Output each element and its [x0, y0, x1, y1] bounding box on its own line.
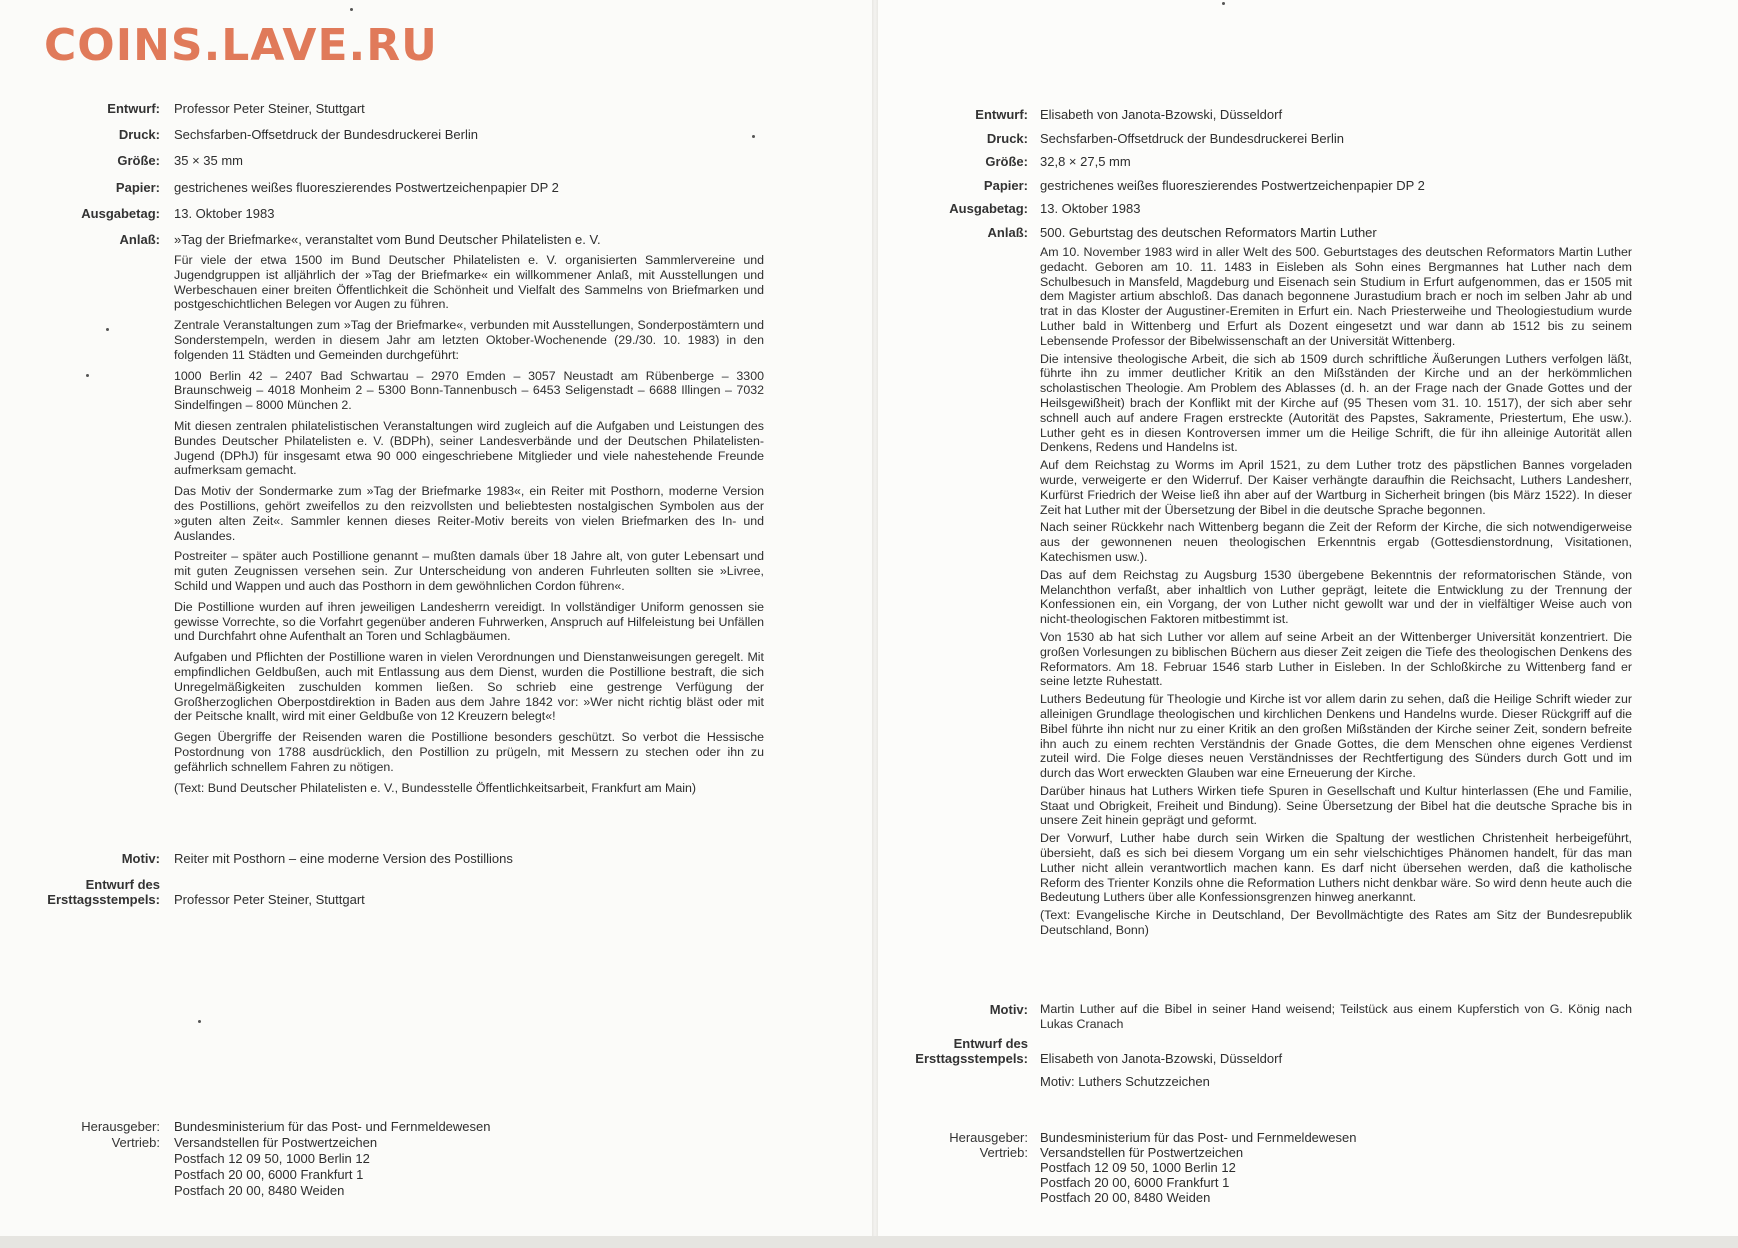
- left-body: [0, 253, 764, 801]
- left-druck-value: Sechsfarben-Offsetdruck der Bundesdruckerei Berlin: [174, 127, 478, 142]
- right-publisher-block: [878, 1130, 1632, 1205]
- right-entwurf-label: Entwurf:: [975, 107, 1028, 122]
- right-papier-label: Papier:: [983, 178, 1028, 193]
- right-druck-label: Druck:: [986, 131, 1028, 146]
- left-entwurf-row: [0, 101, 764, 127]
- right-paragraph: Die intensive theologische Arbeit, die sich ab 1509 durch schriftliche Äußerungen Luthers verfolgen läßt, führte ihn zu immer deutlicher Kritik an den Mißständen der Kirche und an der herkömmlichen scholastischen Theologie. Am Problem des Ablasses (d. h. an der Frage nach der Gnade Gottes und der Heilsgewißheit) brach der Konflikt mit der Kirche auf (95 Thesen vom 31. 10. 1517), der sich aber sehr schnell auch auf andere Fragen erstreckte (Autorität des Papstes, Sakramente, Priestertum, Ehe usw.). Luther geht es in diesen Kontroversen immer um die Heilige Schrift, die für ihn alleinige Autorität allen Denkens, Redens und Handelns ist.: [1040, 351, 1632, 455]
- right-anlass-row: [878, 225, 1632, 242]
- left-papier-row: [0, 180, 764, 206]
- right-vertrieb-line: Versandstellen für Postwertzeichen: [1040, 1145, 1244, 1160]
- right-anlass-label: Anlaß:: [987, 225, 1028, 240]
- right-paragraph: (Text: Evangelische Kirche in Deutschland, Der Bevollmächtigte des Rates am Sitz der Bundesrepublik Deutschland, Bonn): [1040, 908, 1632, 938]
- right-header-fields: [878, 107, 1632, 242]
- right-vertrieb-row: [878, 1145, 1632, 1205]
- left-ausgabetag-row: [0, 206, 764, 232]
- left-publisher-block: [0, 1119, 764, 1199]
- left-stempel-label-line2: Ersttagsstempels:: [47, 892, 160, 907]
- left-anlass-label: Anlaß:: [119, 232, 160, 247]
- right-stempel-label-line1: Entwurf des: [953, 1036, 1028, 1051]
- right-stempel-row: [878, 1036, 1632, 1066]
- page-bottom-edge: [0, 1236, 1738, 1248]
- left-motiv-block: [0, 851, 764, 909]
- right-stempel-motiv-row: [878, 1074, 1632, 1089]
- left-vertrieb-line: Postfach 20 00, 6000 Frankfurt 1: [174, 1167, 364, 1182]
- right-vertrieb-label: Vertrieb:: [979, 1145, 1028, 1160]
- left-motiv-label: Motiv:: [121, 851, 160, 866]
- left-paragraph: Zentrale Veranstaltungen zum »Tag der Briefmarke«, verbunden mit Ausstellungen, Sonderpostämtern und Sonderstempeln, werden in diesem Jahr am letzten Oktober-Wochenende (29./30. 10. 1983) in den folgenden 11 Städten und Gemeinden durchgeführt:: [174, 318, 764, 362]
- right-groesse-value: 32,8 × 27,5 mm: [1040, 154, 1131, 169]
- left-druck-label: Druck:: [118, 127, 160, 142]
- right-groesse-row: [878, 154, 1632, 178]
- scan-speck: [86, 374, 89, 377]
- left-entwurf-value: Professor Peter Steiner, Stuttgart: [174, 101, 365, 116]
- right-ausgabetag-value: 13. Oktober 1983: [1040, 201, 1141, 216]
- right-body: [878, 245, 1632, 941]
- right-paragraph: Das auf dem Reichstag zu Augsburg 1530 übergebene Bekenntnis der reformatorischen Stände, von Melanchthon verfaßt, aber inhaltlich von Luther geprägt, leitete die Entwicklung zu der Trennung der Konfessionen ein, ein Vorgang, der von Luther nicht gewollt war und der in vielfältiger Weise auch von nicht-theologischen Faktoren mitbestimmt ist.: [1040, 567, 1632, 627]
- left-groesse-row: [0, 153, 764, 180]
- left-anlass-row: [0, 232, 764, 252]
- right-paragraph: Am 10. November 1983 wird in aller Welt des 500. Geburtstages des deutschen Reformators Martin Luther gedacht. Geboren am 10. 11. 1483 in Eisleben als Sohn eines Bergmannes hat Luther nach dem Schulbesuch in Mansfeld, Magdeburg und Eisenach sein Studium in Erfurt aufgenommen, das er 1505 mit dem Magister artium abschloß. Das danach begonnene Jurastudium brach er noch im selben Jahr ab und trat in das Kloster der Augustiner-Eremiten in Erfurt ein. Nach Priesterweihe und Theologiestudium wurde Luther bald in Wittenberg und Erfurt als Dozent eingesetzt und war dann ab 1512 bis zu seinem Lebensende Professor der Bibelwissenschaft an der Universität Wittenberg.: [1040, 245, 1632, 348]
- scan-speck: [350, 8, 353, 11]
- right-motiv-block: [878, 1002, 1632, 1089]
- scan-speck: [198, 1020, 201, 1023]
- right-paragraph: Der Vorwurf, Luther habe durch sein Wirken die Spaltung der westlichen Christenheit herbeigeführt, übersieht, daß es sich bei diesem Vorgang um ein sehr vielschichtiges Phänomen handelt, für das man Luther nicht allein verantwortlich machen kann. Es darf nicht übersehen werden, daß die katholische Reform des Trienter Konzils ohne die Reformation Luthers nicht denkbar wäre. So wird denn heute auch die Bedeutung Luthers über alle Konfessionsgrenzen hinweg anerkannt.: [1040, 831, 1632, 905]
- right-paragraph: Nach seiner Rückkehr nach Wittenberg begann die Zeit der Reform der Kirche, die sich notwendigerweise aus der gewonnenen neuen theologischen Erkenntnis ergab (Gottesdienstordnung, Visitationen, Katechismen usw.).: [1040, 520, 1632, 564]
- right-druck-value: Sechsfarben-Offsetdruck der Bundesdruckerei Berlin: [1040, 131, 1344, 146]
- left-papier-label: Papier:: [115, 180, 160, 195]
- left-anlass-value: »Tag der Briefmarke«, veranstaltet vom Bund Deutscher Philatelisten e. V.: [174, 232, 601, 247]
- right-stempel-motiv: Motiv: Luthers Schutzzeichen: [1040, 1074, 1210, 1089]
- right-entwurf-value: Elisabeth von Janota-Bzowski, Düsseldorf: [1040, 107, 1283, 122]
- scan-speck: [1222, 2, 1225, 5]
- left-vertrieb-label: Vertrieb:: [111, 1135, 160, 1150]
- scan-speck: [752, 135, 755, 138]
- right-herausgeber-row: [878, 1130, 1632, 1145]
- right-herausgeber-value: Bundesministerium für das Post- und Fernmeldewesen: [1040, 1130, 1357, 1145]
- left-stempel-row: [0, 877, 764, 909]
- right-ausgabetag-row: [878, 201, 1632, 225]
- left-entwurf-label: Entwurf:: [107, 101, 160, 116]
- right-stempel-label-line2: Ersttagsstempels:: [915, 1051, 1028, 1066]
- right-vertrieb-line: Postfach 20 00, 8480 Weiden: [1040, 1190, 1211, 1205]
- right-papier-row: [878, 178, 1632, 201]
- left-motiv-row: [0, 851, 764, 877]
- left-herausgeber-row: [0, 1119, 764, 1135]
- left-stempel-label-line1: Entwurf des: [85, 877, 160, 892]
- left-herausgeber-value: Bundesministerium für das Post- und Fernmeldewesen: [174, 1119, 491, 1134]
- left-paragraph: Mit diesen zentralen philatelistischen Veranstaltungen wird zugleich auf die Aufgaben und Leistungen des Bundes Deutscher Philatelisten e. V. (BDPh), seiner Landesverbände und der Deutschen Philatelisten-Jugend (DPhJ) für insgesamt etwa 90 000 eingeschriebene Mitglieder und viele nahestehende Freunde aufmerksam gemacht.: [174, 418, 764, 478]
- left-paragraph: Postreiter – später auch Postillione genannt – mußten damals über 18 Jahre alt, von guter Lebensart und mit guten Zeugnissen versehen sein. Zur Unterscheidung von anderen Fuhrleuten sollten sie »Livree, Schild und Wappen und auch das Posthorn in dem gewöhnlichen Cordon führen«.: [174, 549, 764, 593]
- scan-speck: [106, 328, 109, 331]
- right-motiv-row: [878, 1002, 1632, 1036]
- left-groesse-value: 35 × 35 mm: [174, 153, 244, 168]
- left-ausgabetag-value: 13. Oktober 1983: [174, 206, 275, 221]
- right-paragraph: Von 1530 ab hat sich Luther vor allem auf seine Arbeit an der Wittenberger Universität konzentriert. Die großen Vorlesungen zu biblischen Büchern aus dieser Zeit zeigen die Tiefe des theologischen Denkens des Reformators. Am 18. Februar 1546 starb Luther in Eisleben. In der Schloßkirche zu Wittenberg fand er seine letzte Ruhestatt.: [1040, 629, 1632, 689]
- right-anlass-value: 500. Geburtstag des deutschen Reformators Martin Luther: [1040, 225, 1377, 240]
- left-druck-row: [0, 127, 764, 153]
- right-papier-value: gestrichenes weißes fluoreszierendes Postwertzeichenpapier DP 2: [1040, 178, 1425, 193]
- right-vertrieb-line: Postfach 12 09 50, 1000 Berlin 12: [1040, 1160, 1236, 1175]
- left-header-fields: [0, 101, 764, 252]
- right-entwurf-row: [878, 107, 1632, 131]
- left-ausgabetag-label: Ausgabetag:: [81, 206, 160, 221]
- left-vertrieb-line: Postfach 12 09 50, 1000 Berlin 12: [174, 1151, 370, 1166]
- left-papier-value: gestrichenes weißes fluoreszierendes Postwertzeichenpapier DP 2: [174, 180, 559, 195]
- right-druck-row: [878, 131, 1632, 154]
- left-paragraph: Die Postillione wurden auf ihren jeweiligen Landesherrn vereidigt. In vollständiger Uniform genossen sie gewisse Vorrechte, so die Vorfahrt gegenüber anderen Fuhrwerken, Anspruch auf Hilfeleistung bei Unfällen und Durchfahrt ohne Aufenthalt an Toren und Schlagbäumen.: [174, 599, 764, 644]
- watermark-logo: COINS.LAVE.RU: [44, 20, 438, 71]
- left-paragraph: (Text: Bund Deutscher Philatelisten e. V., Bundesstelle Öffentlichkeitsarbeit, Frankfurt am Main): [174, 780, 697, 795]
- right-ausgabetag-label: Ausgabetag:: [949, 201, 1028, 216]
- left-paragraph: Aufgaben und Pflichten der Postillione waren in vielen Verordnungen und Dienstanweisungen geregelt. Mit empfindlichen Geldbußen, auch mit Entlassung aus dem Dienst, wurden die Postillione bestraft, die sich Unregelmäßigkeiten zuschulden kommen ließen. So schrieb eine gestrenge Verfügung der Großherzoglichen Oberpostdirektion in Baden aus dem Jahre 1842 vor: »Wer nicht richtig bläst oder mit der Peitsche knallt, wird mit einer Geldbuße von 12 Kreuzern belegt«!: [174, 650, 764, 724]
- left-vertrieb-row: [0, 1135, 764, 1199]
- right-stempel-value: Elisabeth von Janota-Bzowski, Düsseldorf: [1040, 1051, 1283, 1066]
- left-motiv-value: Reiter mit Posthorn – eine moderne Version des Postillions: [174, 851, 513, 866]
- left-groesse-label: Größe:: [117, 153, 160, 168]
- left-paragraph: 1000 Berlin 42 – 2407 Bad Schwartau – 2970 Emden – 3057 Neustadt am Rübenberge – 3300 Braunschweig – 4018 Monheim 2 – 5300 Bonn-Tannenbusch – 6453 Seligenstadt – 6688 Illingen – 7032 Sindelfingen – 8000 München 2.: [174, 368, 764, 413]
- right-motiv-label: Motiv:: [989, 1002, 1028, 1017]
- right-paragraph: Auf dem Reichstag zu Worms im April 1521, zu dem Luther trotz des päpstlichen Bannes vorgeladen wurde, verweigerte er den Widerruf. Der Kaiser verhängte daraufhin die Reichsacht, Luthers Landesherr, Kurfürst Friedrich der Weise ließ ihn aber auf der Wartburg in Sicherheit bringen (bis März 1522). In dieser Zeit hat Luther mit der Übersetzung der Bibel in die deutsche Sprache begonnen.: [1040, 458, 1632, 517]
- left-paragraph: Gegen Übergriffe der Reisenden waren die Postillione besonders geschützt. So verbot die Hessische Postordnung von 1788 ausdrücklich, den Postillion zu prügeln, mit Messern zu stechen oder ihn zu gefährlich schnellem Fahren zu nötigen.: [174, 730, 764, 774]
- left-paragraph: Für viele der etwa 1500 im Bund Deutscher Philatelisten e. V. organisierten Sammlervereine und Jugendgruppen ist alljährlich der »Tag der Briefmarke« ein willkommener Anlaß, mit Ausstellungen und Werbeschauen einer breiten Öffentlichkeit die Schönheit und Vielfalt des Sammelns von Briefmarken und postgeschichtlichen Belegen vor Augen zu führen.: [174, 253, 764, 312]
- left-vertrieb-line: Postfach 20 00, 8480 Weiden: [174, 1183, 345, 1198]
- left-vertrieb-line: Versandstellen für Postwertzeichen: [174, 1135, 378, 1150]
- right-motiv-value: Martin Luther auf die Bibel in seiner Hand weisend; Teilstück aus einem Kupferstich von G. König nach Lukas Cranach: [1040, 1002, 1632, 1031]
- right-vertrieb-line: Postfach 20 00, 6000 Frankfurt 1: [1040, 1175, 1230, 1190]
- right-paragraph: Luthers Bedeutung für Theologie und Kirche ist vor allem darin zu sehen, daß die Heilige Schrift wieder zur alleinigen Grundlage theologischen und kirchlichen Denkens und Handelns wurde. Dieser Rückgriff auf die Bibel führte ihn nicht nur zu einer Kritik an den großen Mißständen der Kirche seiner Zeit, sondern befreite ihn auch zu einem rechten Verständnis der Gnade Gottes, die dem Menschen ohne eigenes Verdienst zuteil wird. Die Folge dieses neuen Verständnisses der Rechtfertigung des Sünders durch Gott und im durch das Wort erweckten Glauben war eine Erneuerung der Kirche.: [1040, 692, 1632, 781]
- left-stempel-label: [0, 877, 160, 907]
- left-herausgeber-label: Herausgeber:: [81, 1119, 160, 1134]
- right-herausgeber-label: Herausgeber:: [949, 1130, 1028, 1145]
- left-paragraph: Das Motiv der Sondermarke zum »Tag der Briefmarke 1983«, ein Reiter mit Posthorn, moderne Version des Postillions, gehört zweifellos zu den reizvollsten und beliebtesten nostalgischen Symbolen aus der »guten alten Zeit«. Sammler kennen dieses Reiter-Motiv bereits von vielen Briefmarken des In- und Auslandes.: [174, 484, 764, 543]
- right-stempel-label: [878, 1036, 1028, 1066]
- left-stempel-value: Professor Peter Steiner, Stuttgart: [174, 892, 365, 907]
- right-paragraph: Darüber hinaus hat Luthers Wirken tiefe Spuren in Gesellschaft und Kultur hinterlassen (Ehe und Familie, Staat und Obrigkeit, Freiheit und Bindung). Seine Übersetzung der Bibel hat die deutsche Sprache bis in unsere Zeit hinein geprägt und geformt.: [1040, 783, 1632, 828]
- right-groesse-label: Größe:: [985, 154, 1028, 169]
